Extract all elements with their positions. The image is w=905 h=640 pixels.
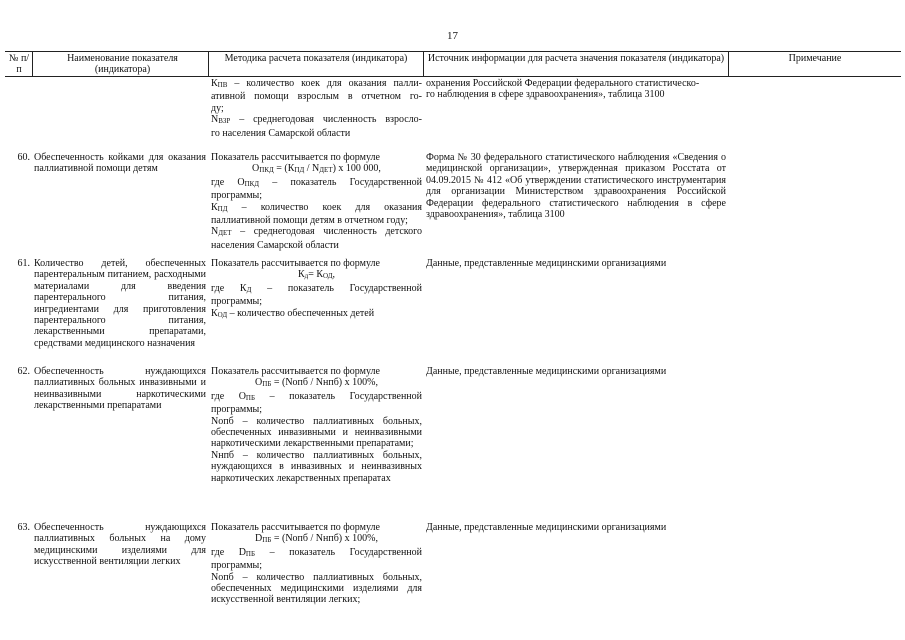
method-formula: $О_{ПКД} = (К_{ПД} / N_{ДЕТ})$ х 100 000, [252,163,381,175]
row-method [211,152,422,251]
row-name: Количество детей, обеспеченных парентеральным питанием, расходными материалами для введения парентерального питания, ингредиентами для приготовления парентерального питания, лекарственными препаратами, средствами медицинского назначения [34,258,206,349]
table-header [5,51,901,77]
method-definition: $К_{ПД}$ – количество коек для оказания паллиативной помощи детям в отчетном году; [211,201,422,227]
method-intro: Показатель рассчитывается по формуле [211,152,380,163]
method-formula: $К_д= К_{ОД}$, [297,269,336,281]
row-number: 62. [17,366,30,377]
row-method [211,366,422,484]
cont-source-line: го наблюдения в сфере здравоохранения», таблица 3100 [426,89,665,101]
method-definition: $N_{ДЕТ}$ – среднегодовая численность детского населения Самарской области [211,226,422,251]
header-source: Источник информации для расчета значения показателя (индикатора) [427,53,725,64]
row-name: Обеспеченность нуждающихся паллиативных больных на дому медицинскими изделиями для искусственной вентиляции легких [34,522,206,568]
page-number: 17 [447,30,458,42]
method-definition: $К_{ОД}$ – количество обеспеченных детей [211,307,375,319]
row-name: Обеспеченность койками для оказания паллиативной помощи детям [34,152,206,175]
row-method [211,522,422,606]
row-source: Данные, представленные медицинскими организациями [426,522,667,533]
header-note: Примечание [788,53,842,64]
cont-method-line: ду; [211,102,224,114]
header-divider [728,52,729,77]
cont-method-line: $N_{ВЗР}$ – среднегодовая численность взросло- [211,114,422,126]
method-formula: $D_{ПБ}$ = (Nопб / Nнпб) х 100%, [255,533,378,545]
cont-source-line: охранения Российской Федерации федерального статистическо- [426,78,700,89]
method-definition: где $К_Д$ – показатель Государственной программы; [211,282,422,308]
cont-source [426,78,726,101]
cont-method-line: го населения Самарской области [211,127,351,139]
method-definition: Nопб – количество паллиативных больных, обеспеченных инвазивными и неинвазивными наркотическими лекарственными препаратами; [211,415,422,450]
row-name: Обеспеченность нуждающихся паллиативных больных инвазивными и неинвазивными наркотическими лекарственными препаратами [34,366,206,412]
method-intro: Показатель рассчитывается по формуле [211,258,380,269]
header-num: № п/п [8,53,30,75]
row-source: Данные, представленные медицинскими организациями [426,258,667,269]
method-definition: Nопб – количество паллиативных больных, обеспеченных медицинскими изделиями для искусственной вентиляции легких; [211,571,422,606]
cont-method-line: ативной помощи взрослым в отчетном го- [211,91,422,103]
header-divider [208,52,209,77]
row-number: 61. [17,258,30,269]
method-formula: $О_{ПБ}$ = (Nопб / Nнпб) х 100%, [255,377,378,389]
header-name: Наименование показателя (индикатора) [67,53,178,75]
method-definition: где $О_{ПБ}$ – показатель Государственной программы; [211,390,422,416]
header-divider [32,52,33,77]
method-intro: Показатель рассчитывается по формуле [211,366,380,377]
method-intro: Показатель рассчитывается по формуле [211,522,380,533]
row-method [211,258,422,321]
row-source: Форма № 30 федерального статистического наблюдения «Сведения о медицинской организации», утвержденная приказом Росстата от 04.09.2015 № 412 «Об утверждении статистического инструментария для организации Министерством здравоохранения Российской Федерации федерального статистического наблюдения в сфере здравоохранения», таблица 3100 [426,152,726,221]
method-definition: где $D_{ПБ}$ – показатель Государственной программы; [211,546,422,572]
method-definition: где $О_{ПКД}$ – показатель Государственной программы; [211,176,422,202]
header-divider [423,52,424,77]
cont-method-line: $К_{ПВ}$ – количество коек для оказания палли- [211,78,422,89]
row-number: 60. [17,152,30,163]
row-number: 63. [17,522,30,533]
row-source: Данные, представленные медицинскими организациями [426,366,667,377]
cont-method [211,78,422,139]
method-definition: Nнпб – количество паллиативных больных, нуждающихся в инвазивных и неинвазивных наркотических лекарственных препаратах [211,449,422,484]
header-method: Методика расчета показателя (индикатора) [224,53,408,64]
